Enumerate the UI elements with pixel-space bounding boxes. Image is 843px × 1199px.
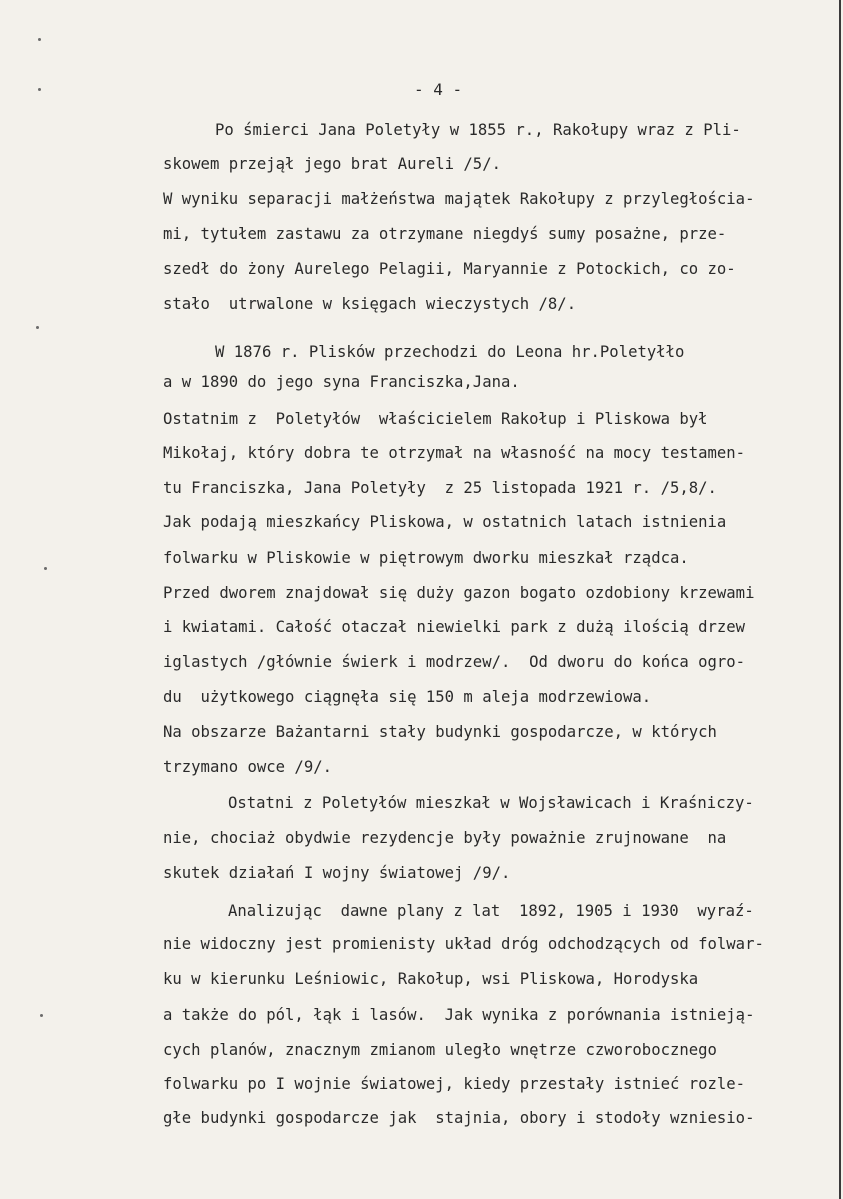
text-line: nie, chociaż obydwie rezydencje były poważnie zrujnowane na bbox=[163, 829, 727, 847]
text-line: trzymano owce /9/. bbox=[163, 758, 332, 776]
text-line: Przed dworem znajdował się duży gazon bogato ozdobiony krzewami bbox=[163, 584, 755, 602]
text-line: tu Franciszka, Jana Poletyły z 25 listopada 1921 r. /5,8/. bbox=[163, 479, 717, 497]
text-line: skutek działań I wojny światowej /9/. bbox=[163, 864, 511, 882]
scan-speck bbox=[44, 567, 47, 570]
text-line: i kwiatami. Całość otaczał niewielki park z dużą ilością drzew bbox=[163, 618, 746, 636]
text-line: Jak podają mieszkańcy Pliskowa, w ostatnich latach istnienia bbox=[163, 513, 727, 531]
scan-speck bbox=[38, 88, 41, 91]
text-line: stało utrwalone w księgach wieczystych /8/. bbox=[163, 295, 577, 313]
text-line: folwarku w Pliskowie w piętrowym dworku mieszkał rządca. bbox=[163, 549, 689, 567]
text-line: Na obszarze Bażantarni stały budynki gospodarcze, w których bbox=[163, 723, 717, 741]
text-line: Ostatnim z Poletyłów właścicielem Rakołup i Pliskowa był bbox=[163, 410, 708, 428]
text-line: folwarku po I wojnie światowej, kiedy przestały istnieć rozle- bbox=[163, 1075, 746, 1093]
text-line: a w 1890 do jego syna Franciszka,Jana. bbox=[163, 373, 520, 391]
scan-speck bbox=[38, 38, 41, 41]
text-line: nie widoczny jest promienisty układ dróg odchodzących od folwar- bbox=[163, 935, 764, 953]
text-line: Po śmierci Jana Poletyły w 1855 r., Rakołupy wraz z Pli- bbox=[215, 121, 741, 139]
page-edge bbox=[839, 0, 841, 1199]
text-line: Ostatni z Poletyłów mieszkał w Wojsławicach i Kraśniczy- bbox=[228, 794, 754, 812]
scan-speck bbox=[36, 326, 39, 329]
text-line: szedł do żony Aurelego Pelagii, Maryannie z Potockich, co zo- bbox=[163, 260, 736, 278]
text-line: cych planów, znacznym zmianom uległo wnętrze czworobocznego bbox=[163, 1041, 717, 1059]
text-line: Mikołaj, który dobra te otrzymał na własność na mocy testamen- bbox=[163, 444, 746, 462]
text-line: du użytkowego ciągnęła się 150 m aleja modrzewiowa. bbox=[163, 688, 652, 706]
text-line: a także do pól, łąk i lasów. Jak wynika z porównania istnieją- bbox=[163, 1006, 755, 1024]
text-line: mi, tytułem zastawu za otrzymane niegdyś sumy posażne, prze- bbox=[163, 225, 727, 243]
text-line: ku w kierunku Leśniowic, Rakołup, wsi Pliskowa, Horodyska bbox=[163, 970, 699, 988]
text-line: głe budynki gospodarcze jak stajnia, obory i stodoły wzniesio- bbox=[163, 1109, 755, 1127]
text-line: Analizując dawne plany z lat 1892, 1905 i 1930 wyraź- bbox=[228, 902, 754, 920]
text-line: iglastych /głównie świerk i modrzew/. Od dworu do końca ogro- bbox=[163, 653, 746, 671]
text-line: W 1876 r. Plisków przechodzi do Leona hr.Poletyłło bbox=[215, 343, 685, 361]
page-number: - 4 - bbox=[414, 80, 463, 99]
text-line: skowem przejął jego brat Aureli /5/. bbox=[163, 155, 501, 173]
scan-speck bbox=[40, 1014, 43, 1017]
text-line: W wyniku separacji małżeństwa majątek Rakołupy z przyległościa- bbox=[163, 190, 755, 208]
